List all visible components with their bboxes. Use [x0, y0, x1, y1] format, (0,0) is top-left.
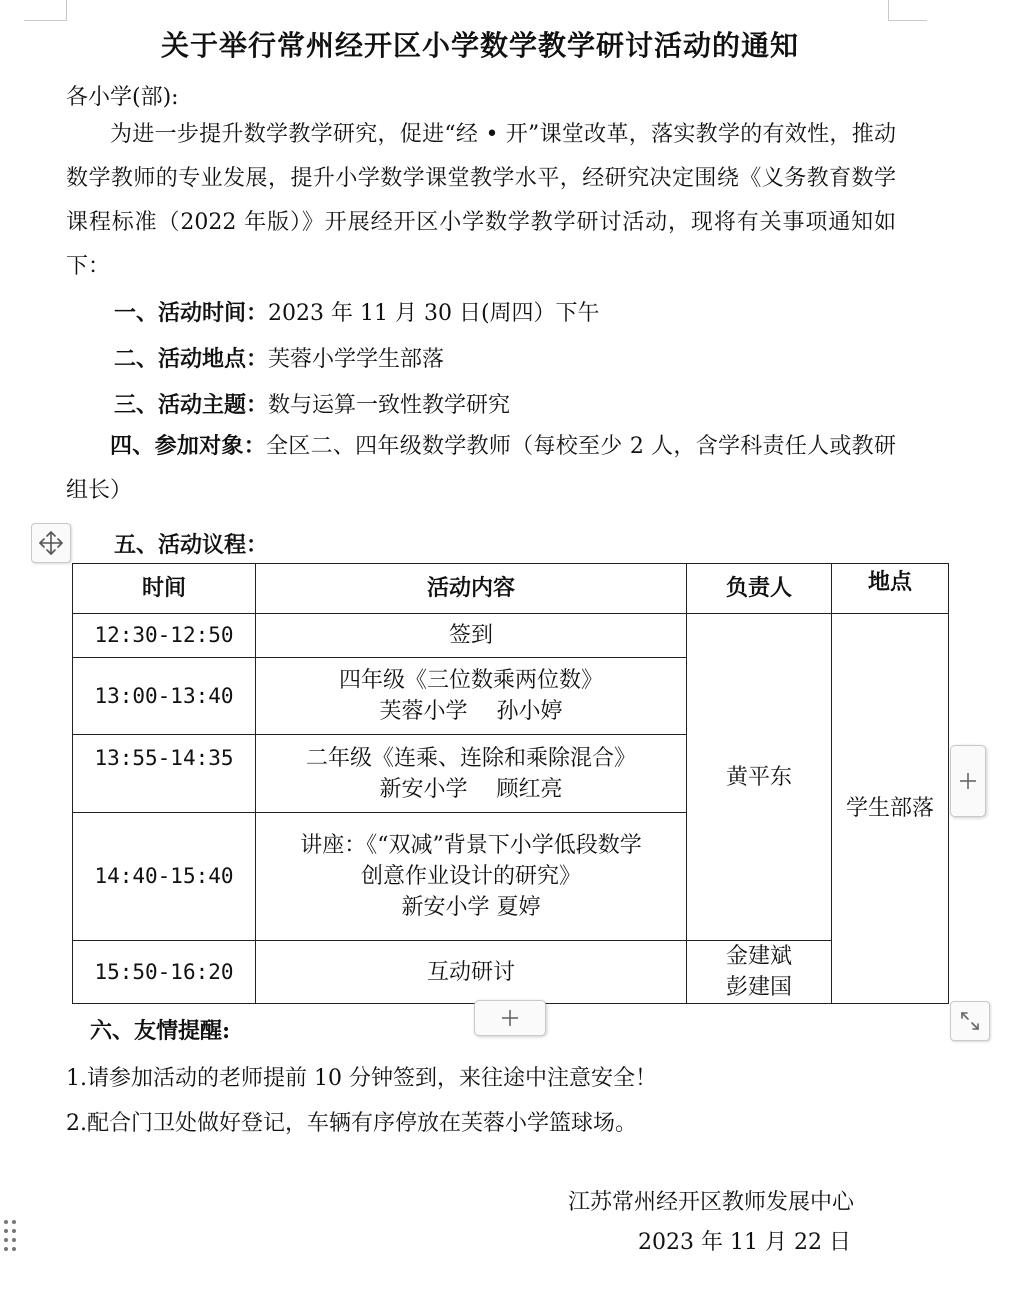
row-time: 14:40-15:40 — [73, 813, 256, 941]
intro-paragraph: 为进一步提升数学教学研究，促进“经 • 开”课堂改革，落实教学的有效性，推动数学教师的专业发展，提升小学数学课堂教学水平，经研究决定围绕《义务教育数学课程标准（2022 年版）》开展经开区小学数学教学研讨活动，现将有关事项通知如下： — [66, 122, 896, 279]
table-row — [73, 941, 949, 1004]
item-place — [114, 342, 444, 373]
header-content: 活动内容 — [256, 564, 687, 614]
content-line: 签到 — [448, 623, 493, 648]
item-time-value: 2023 年 11 月 30 日(周四）下午 — [268, 301, 600, 326]
content-line: 芙蓉小学 孙小婷 — [379, 699, 563, 724]
add-row-button[interactable] — [474, 1000, 546, 1036]
item-theme — [114, 388, 510, 419]
salutation: 各小学(部): — [66, 85, 179, 110]
plus-icon — [500, 1008, 520, 1028]
leader-line: 金建斌 — [725, 944, 792, 969]
page-margin-corner-left — [24, 0, 67, 21]
item-place-value: 芙蓉小学学生部落 — [268, 347, 445, 372]
agenda-table — [72, 563, 949, 1004]
row-content — [256, 614, 687, 658]
header-time: 时间 — [73, 564, 256, 614]
content-line: 二年级《连乘、连除和乘除混合》 — [305, 745, 636, 771]
row-content — [256, 658, 687, 735]
resize-icon — [957, 1008, 983, 1034]
table-move-handle[interactable] — [31, 523, 71, 563]
reminder-item: 1.请参加活动的老师提前 10 分钟签到，来往途中注意安全！ — [66, 1066, 657, 1091]
row-time: 13:55-14:35 — [73, 735, 256, 813]
signature-date: 2023 年 11 月 22 日 — [638, 1230, 851, 1255]
header-leader: 负责人 — [687, 564, 832, 614]
item-target-label: 四、参加对象： — [110, 433, 266, 459]
item-time-label: 一、活动时间： — [114, 300, 269, 326]
content-line: 新安小学 顾红亮 — [379, 776, 563, 802]
content-line: 新安小学 夏婷 — [401, 895, 541, 920]
item-target-value: 全区二、四年级数学教师（每校至少 2 人，含学科责任人或教研组长） — [66, 434, 896, 503]
row-content — [256, 941, 687, 1004]
reminders-heading: 六、友情提醒: — [90, 1018, 231, 1044]
table-resize-handle[interactable] — [950, 1001, 990, 1041]
move-icon — [37, 529, 65, 557]
row-content — [256, 813, 687, 941]
content-line: 互动研讨 — [426, 959, 515, 985]
content-line: 四年级《三位数乘两位数》 — [338, 668, 603, 693]
leader-cell: 黄平东 — [687, 614, 832, 941]
header-location: 地点 — [832, 564, 949, 614]
item-theme-label: 三、活动主题： — [114, 392, 269, 418]
drag-grip-icon[interactable] — [2, 1218, 18, 1252]
row-content — [256, 735, 687, 813]
item-target — [66, 424, 896, 513]
lecture-block — [300, 830, 642, 923]
reminder-item: 2.配合门卫处做好登记，车辆有序停放在芙蓉小学篮球场。 — [66, 1111, 637, 1136]
row-time: 13:00-13:40 — [73, 658, 256, 735]
content-line: 创意作业设计的研究》 — [360, 864, 581, 889]
leader-line: 彭建国 — [725, 975, 792, 1000]
agenda-heading: 五、活动议程： — [114, 532, 269, 558]
row-time: 15:50-16:20 — [73, 941, 256, 1004]
item-place-label: 二、活动地点： — [114, 346, 269, 372]
add-column-button[interactable] — [950, 745, 986, 817]
content-line: 讲座：《“双减”背景下小学低段数学 — [300, 833, 642, 858]
plus-icon — [958, 771, 978, 791]
page-margin-corner-right — [888, 0, 927, 21]
row-time: 12:30-12:50 — [73, 614, 256, 658]
document-title: 关于举行常州经开区小学数学教学研讨活动的通知 — [160, 29, 799, 62]
location-cell: 学生部落 — [832, 614, 949, 1004]
leader-cell-last — [687, 941, 832, 1004]
item-theme-value: 数与运算一致性教学研究 — [268, 393, 511, 418]
signature-organization: 江苏常州经开区教师发展中心 — [568, 1190, 855, 1215]
item-time — [114, 296, 600, 327]
table-header-row — [73, 564, 949, 614]
table-row — [73, 614, 949, 658]
